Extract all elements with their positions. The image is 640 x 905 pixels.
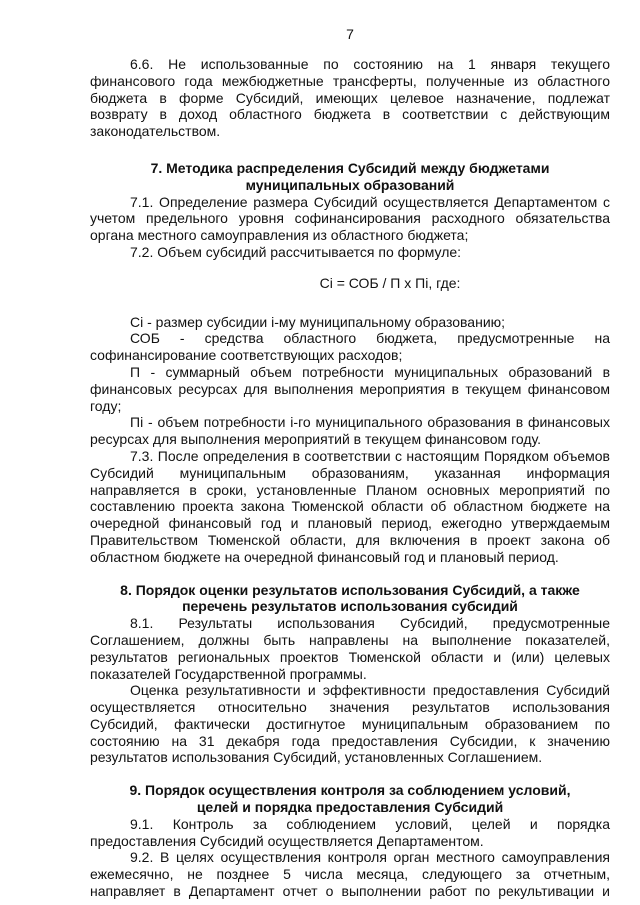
document-page — [90, 26, 610, 900]
paragraph-8-1: 8.1. Результаты использования Субсидий, предусмотренные Соглашением, должны быть направлены на выполнение показателей, результатов региональных проектов Тюменской области и (или) целевых показателей Государственной программы. — [90, 615, 610, 682]
paragraph-6-6: 6.6. Не использованные по состоянию на 1 января текущего финансового года межбюджетные трансферты, полученные из областного бюджета в форме Субсидий, имеющих целевое назначение, подлежат возврату в доход областного бюджета в соответствии с действующим законодательством. — [90, 56, 610, 140]
definition-p: П - суммарный объем потребности муниципальных образований в финансовых ресурсах для выполнения мероприятия в текущем финансовом году; — [90, 363, 610, 414]
definition-ci: Ci - размер субсидии i-му муниципальному образованию; — [130, 313, 506, 330]
formula: Ci = СОБ / П х Пi, где: — [319, 274, 461, 291]
definition-pi: Пi - объем потребности i-го муниципального образования в финансовых ресурсах для выполнения мероприятий в текущем финансовом году. — [90, 414, 610, 448]
section-9-heading: 9. Порядок осуществления контроля за соблюдением условий, целей и порядка предоставления Субсидий — [129, 782, 571, 816]
definition-sob: СОБ - средства областного бюджета, предусмотренные на софинансирование соответствующих расходов; — [90, 330, 610, 364]
paragraph-8-evaluation: Оценка результативности и эффективности предоставления Субсидий осуществляется относительно значения результатов использования Субсидий, фактически достигнутое муниципальным образованием по состоянию на 31 декабря года предоставления Субсидии, к значению результатов использования Субсидий, установленных Соглашением. — [90, 682, 610, 766]
paragraph-7-3: 7.3. После определения в соответствии с настоящим Порядком объемов Субсидий муниципальным образованиям, указанная информация направляется в сроки, установленные Планом основных мероприятий по составлению проекта закона Тюменской области об областном бюджете на очередной финансовый год и плановый период, ежегодно утверждаемым Правительством Тюменской области, для включения в проект закона об областном бюджете на очередной финансовый год и плановый период. — [90, 447, 610, 565]
paragraph-9-2: 9.2. В целях осуществления контроля орган местного самоуправления ежемесячно, не позднее 5 числа месяца, следующего за отчетным, направляет в Департамент отчет о выполнении работ по рекультивации и — [90, 849, 610, 900]
paragraph-7-2: 7.2. Объем субсидий рассчитывается по формуле: — [130, 243, 462, 260]
paragraph-9-1: 9.1. Контроль за соблюдением условий, целей и порядка предоставления Субсидий осуществляется Департаментом. — [90, 815, 610, 849]
paragraph-7-1: 7.1. Определение размера Субсидий осуществляется Департаментом с учетом предельного уровня софинансирования расходного обязательства органа местного самоуправления из областного бюджета; — [90, 193, 610, 244]
page-number: 7 — [346, 26, 354, 42]
section-8-heading: 8. Порядок оценки результатов использования Субсидий, а также перечень результатов использования субсидий — [120, 581, 580, 615]
section-7-heading: 7. Методика распределения Субсидий между бюджетами муниципальных образований — [150, 159, 550, 193]
